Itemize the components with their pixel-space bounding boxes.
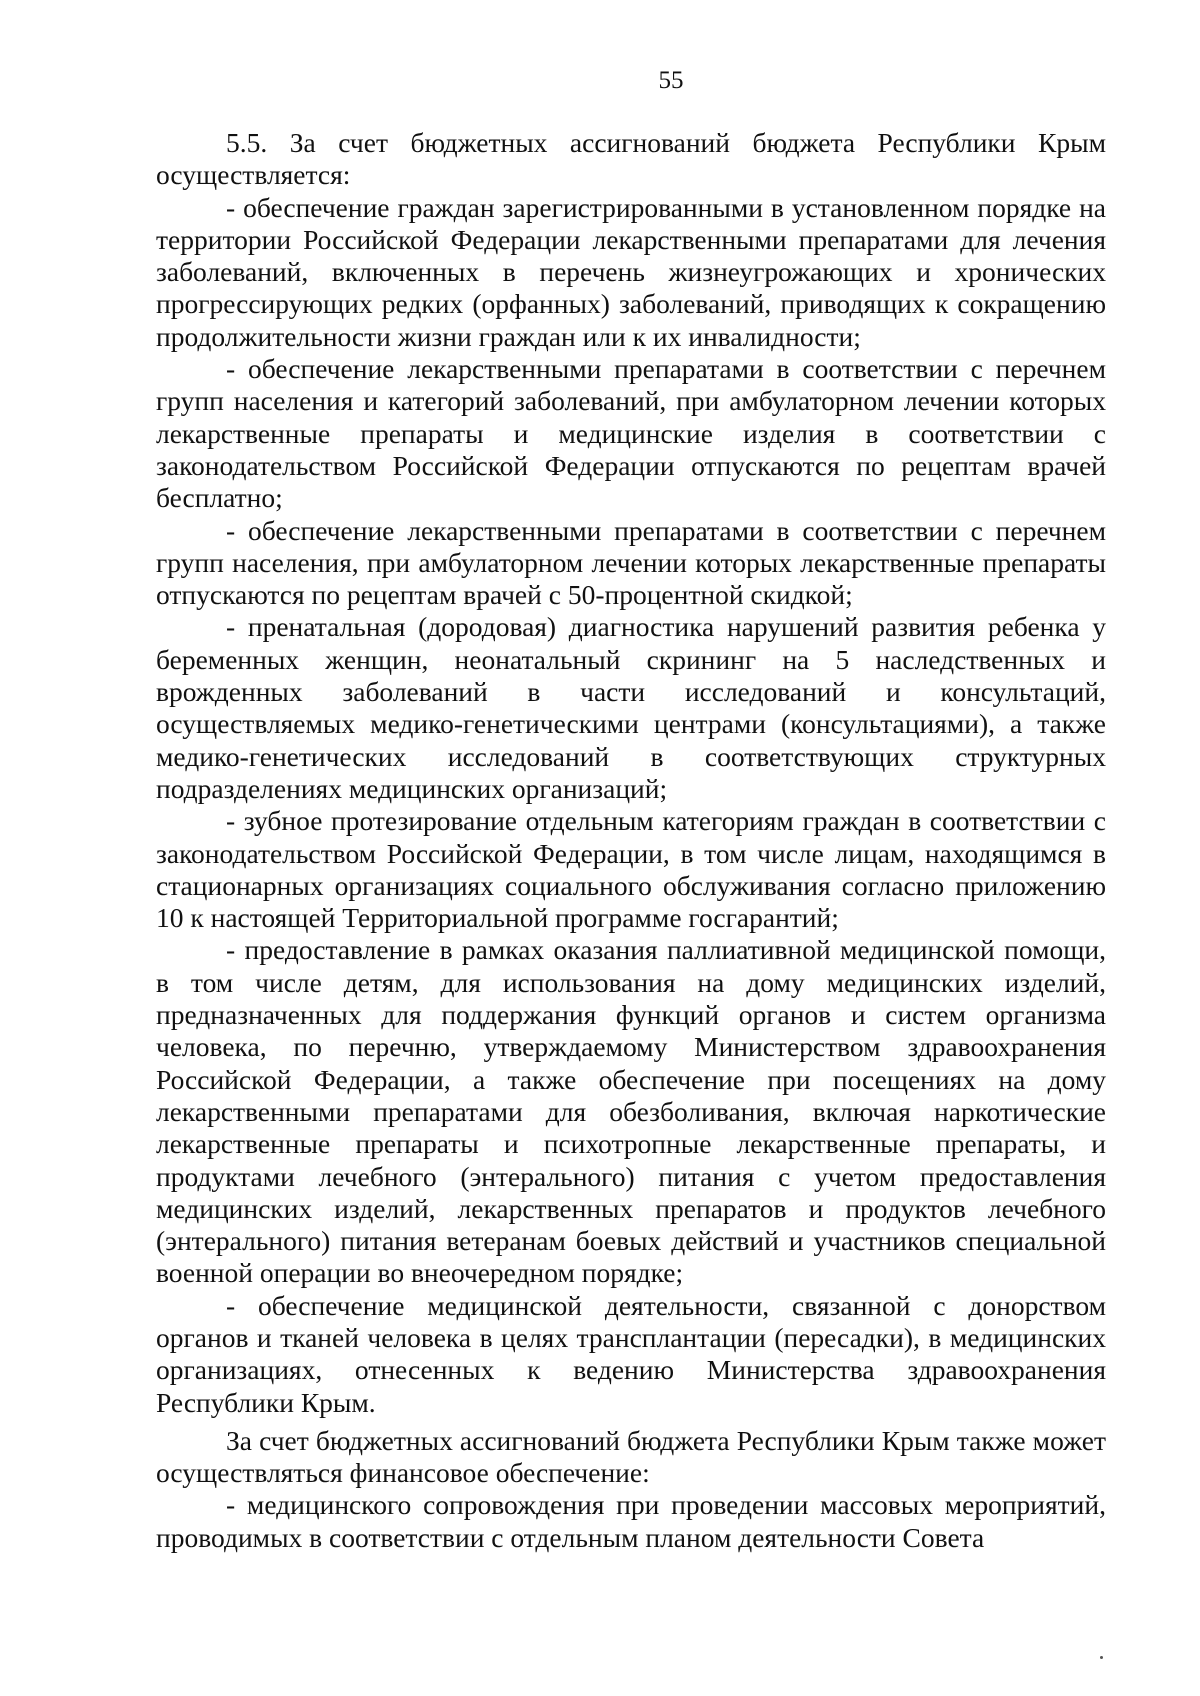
section-paragraph-5-5: 5.5. За счет бюджетных ассигнований бюджета Республики Крым осуществляется: [156, 127, 1106, 191]
page-number: 55 [658, 67, 684, 94]
item-dental-prosthetics: - зубное протезирование отдельным категориям граждан в соответствии с законодательством Российской Федерации, в том числе лицам, находящимся в стационарных организациях социального обслуживания согласно приложению 10 к настоящей Территориальной программе госгарантий; [156, 805, 1106, 934]
item-mass-events-support: - медицинского сопровождения при проведении массовых мероприятий, проводимых в соответствии с отдельным планом деятельности Совета [156, 1489, 1106, 1553]
additional-financing-paragraph: За счет бюджетных ассигнований бюджета Республики Крым также может осуществляться финансовое обеспечение: [156, 1424, 1106, 1489]
scan-speck [1100, 1656, 1103, 1659]
body-text-main [156, 127, 1106, 1554]
item-palliative-care: - предоставление в рамках оказания паллиативной медицинской помощи, в том числе детям, для использования на дому медицинских изделий, предназначенных для поддержания функций органов и систем организма человека, по перечню, утверждаемому Министерством здравоохранения Российской Федерации, а также обеспечение при посещениях на дому лекарственными препаратами для обезболивания, включая наркотические лекарственные препараты и психотропные лекарственные препараты, и продуктами лечебного (энтерального) питания с учетом предоставления медицинских изделий, лекарственных препаратов и продуктов лечебного (энтерального) питания ветеранам боевых действий и участников специальной военной операции во внеочередном порядке; [156, 934, 1106, 1289]
item-free-prescriptions: - обеспечение лекарственными препаратами в соответствии с перечнем групп населения и категорий заболеваний, при амбулаторном лечении которых лекарственные препараты и медицинские изделия в соответствии с законодательством Российской Федерации отпускаются по рецептам врачей бесплатно; [156, 353, 1106, 514]
item-discount-prescriptions: - обеспечение лекарственными препаратами в соответствии с перечнем групп населения, при амбулаторном лечении которых лекарственные препараты отпускаются по рецептам врачей с 50-процентной скидкой; [156, 514, 1106, 611]
item-orphan-diseases: - обеспечение граждан зарегистрированными в установленном порядке на территории Российской Федерации лекарственными препаратами для лечения заболеваний, включенных в перечень жизнеугрожающих и хронических прогрессирующих редких (орфанных) заболеваний, приводящих к сокращению продолжительности жизни граждан или к их инвалидности; [156, 191, 1106, 352]
item-prenatal-diagnostics: - пренатальная (дородовая) диагностика нарушений развития ребенка у беременных женщин, неонатальный скрининг на 5 наследственных и врожденных заболеваний в части исследований и консультаций, осуществляемых медико-генетическими центрами (консультациями), а также медико-генетических исследований в соответствующих структурных подразделениях медицинских организаций; [156, 611, 1106, 804]
item-organ-donation: - обеспечение медицинской деятельности, связанной с донорством органов и тканей человека в целях трансплантации (пересадки), в медицинских организациях, отнесенных к ведению Министерства здравоохранения Республики Крым. [156, 1289, 1106, 1418]
